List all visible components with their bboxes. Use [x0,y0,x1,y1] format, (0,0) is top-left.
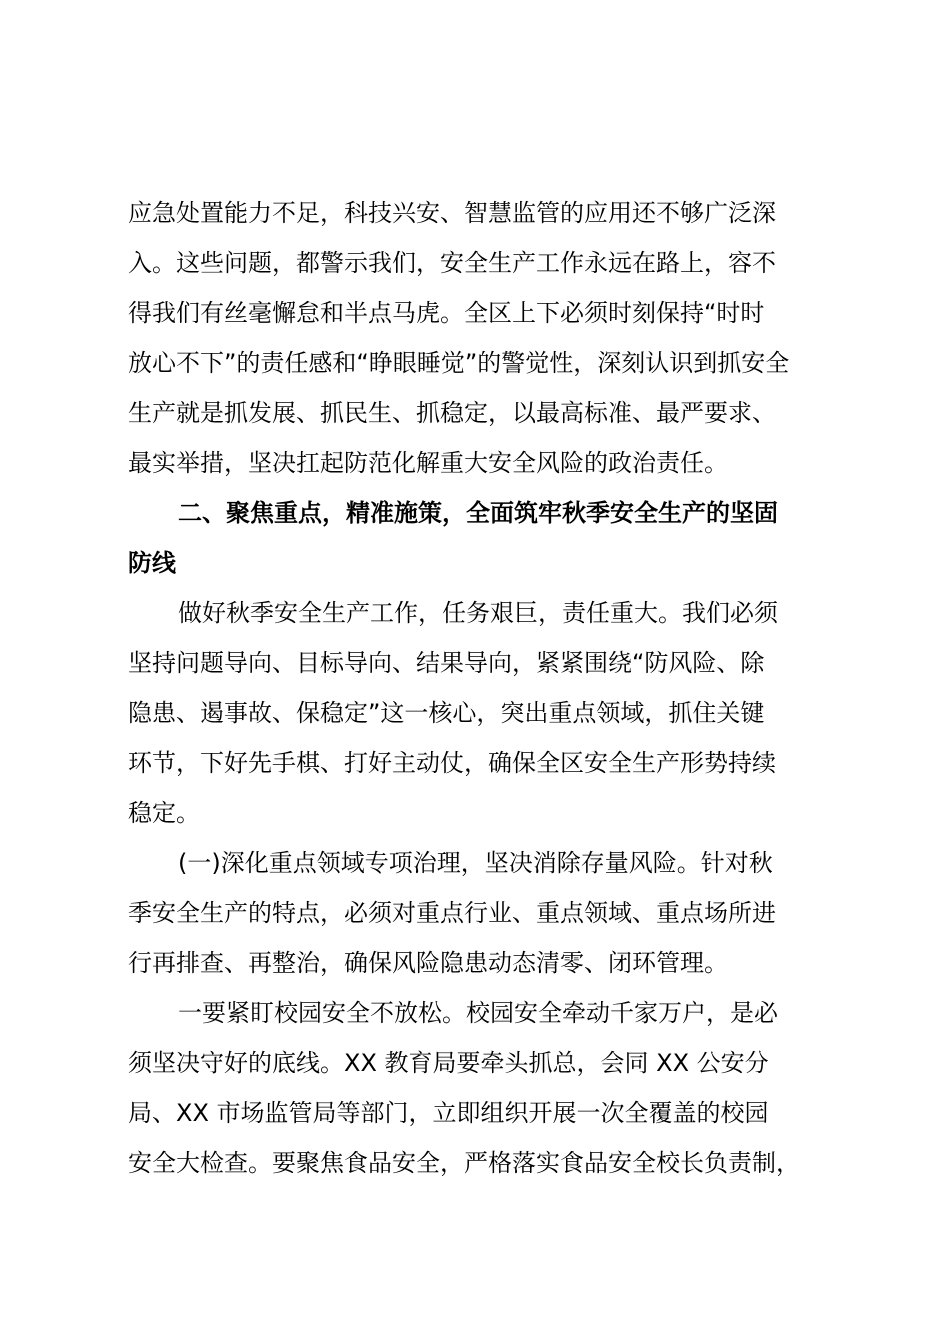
text-line: (一)深化重点领域专项治理，坚决消除存量风险。针对秋 [178,849,773,877]
text-line: 环节，下好先手棋、打好主动仗，确保全区安全生产形势持续 [128,749,776,777]
text-line: 得我们有丝毫懈怠和半点马虎。全区上下必须时刻保持“时时 [128,299,765,327]
text-line: 放心不下”的责任感和“睁眼睡觉”的警觉性，深刻认识到抓安全 [128,349,790,377]
text-line: 防线 [128,549,176,577]
text-line: 二、聚焦重点，精准施策，全面筑牢秋季安全生产的坚固 [178,499,778,527]
text-line: 稳定。 [128,799,200,827]
paragraph [128,838,828,988]
text-line: 做好秋季安全生产工作，任务艰巨，责任重大。我们必须 [178,599,778,627]
section-heading [128,488,828,588]
paragraph [128,988,828,1188]
text-line: 局、XX 市场监管局等部门，立即组织开展一次全覆盖的校园 [128,1099,769,1127]
document-page [128,188,828,1188]
text-line: 坚持问题导向、目标导向、结果导向，紧紧围绕“防风险、除 [128,649,765,677]
text-line: 一要紧盯校园安全不放松。校园安全牵动千家万户，是必 [178,999,778,1027]
text-line: 应急处置能力不足，科技兴安、智慧监管的应用还不够广泛深 [128,199,776,227]
text-line: 入。这些问题，都警示我们，安全生产工作永远在路上，容不 [128,249,776,277]
text-line: 安全大检查。要聚焦食品安全，严格落实食品安全校长负责制， [128,1149,800,1177]
paragraph [128,588,828,838]
text-line: 隐患、遏事故、保稳定”这一核心，突出重点领域，抓住关键 [128,699,765,727]
text-line: 最实举措，坚决扛起防范化解重大安全风险的政治责任。 [128,449,728,477]
text-line: 季安全生产的特点，必须对重点行业、重点领域、重点场所进 [128,899,776,927]
paragraph [128,188,828,488]
text-line: 须坚决守好的底线。XX 教育局要牵头抓总，会同 XX 公安分 [128,1049,769,1077]
text-line: 行再排查、再整治，确保风险隐患动态清零、闭环管理。 [128,949,728,977]
text-line: 生产就是抓发展、抓民生、抓稳定，以最高标准、最严要求、 [128,399,776,427]
